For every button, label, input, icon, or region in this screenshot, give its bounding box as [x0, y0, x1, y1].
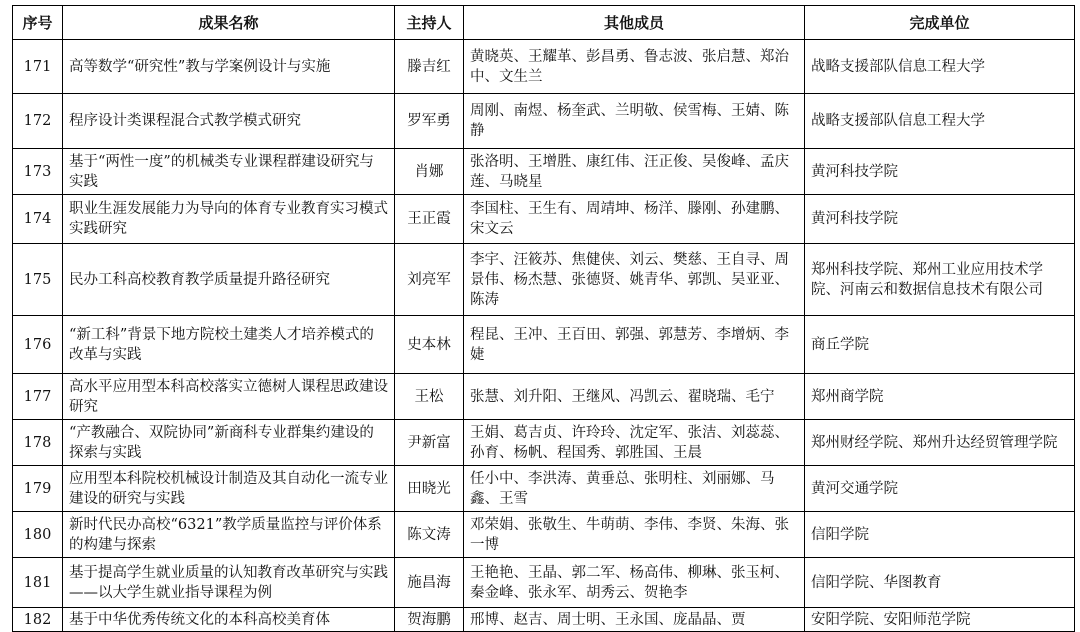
- cell-index: 172: [13, 94, 63, 149]
- cell-unit: 安阳学院、安阳师范学院: [805, 608, 1075, 632]
- cell-name: 基于提高学生就业质量的认知教育改革研究与实践——以大学生就业指导课程为例: [63, 558, 395, 608]
- cell-host: 史本林: [395, 316, 464, 374]
- table-row: [13, 149, 1075, 195]
- table-row: [13, 420, 1075, 466]
- cell-host: 肖娜: [395, 149, 464, 195]
- header-name: 成果名称: [63, 6, 395, 40]
- cell-index: 178: [13, 420, 63, 466]
- cell-index: 171: [13, 40, 63, 94]
- cell-index: 177: [13, 374, 63, 420]
- table-row: [13, 374, 1075, 420]
- cell-name: 职业生涯发展能力为导向的体育专业教育实习模式实践研究: [63, 195, 395, 244]
- table-row: [13, 40, 1075, 94]
- cell-members: 邓荣娟、张敬生、牛萌萌、李伟、李贤、朱海、张一博: [464, 512, 805, 558]
- cell-unit: 黄河交通学院: [805, 466, 1075, 512]
- table-header-row: [13, 6, 1075, 40]
- cell-members: 张洛明、王增胜、康红伟、汪正俊、吴俊峰、孟庆莲、马晓星: [464, 149, 805, 195]
- cell-unit: 信阳学院: [805, 512, 1075, 558]
- table-row: [13, 94, 1075, 149]
- results-table: [12, 5, 1075, 632]
- cell-index: 180: [13, 512, 63, 558]
- cell-unit: 郑州商学院: [805, 374, 1075, 420]
- cell-host: 贺海鹏: [395, 608, 464, 632]
- cell-index: 173: [13, 149, 63, 195]
- cell-index: 175: [13, 244, 63, 316]
- cell-members: 张慧、刘升阳、王继风、冯凯云、翟晓瑞、毛宁: [464, 374, 805, 420]
- cell-members: 任小中、李洪涛、黄垂总、张明柱、刘丽娜、马鑫、王雪: [464, 466, 805, 512]
- cell-name: 基于中华优秀传统文化的本科高校美育体: [63, 608, 395, 632]
- table-row: [13, 244, 1075, 316]
- table-row: [13, 558, 1075, 608]
- cell-host: 罗军勇: [395, 94, 464, 149]
- header-index: 序号: [13, 6, 63, 40]
- cell-index: 176: [13, 316, 63, 374]
- cell-name: 新时代民办高校“6321”教学质量监控与评价体系的构建与探索: [63, 512, 395, 558]
- cell-members: 王艳艳、王晶、郭二军、杨高伟、柳琳、张玉柯、秦金峰、张永军、胡秀云、贺艳李: [464, 558, 805, 608]
- cell-name: “新工科”背景下地方院校土建类人才培养模式的改革与实践: [63, 316, 395, 374]
- cell-host: 滕吉红: [395, 40, 464, 94]
- cell-index: 179: [13, 466, 63, 512]
- cell-host: 施昌海: [395, 558, 464, 608]
- table-row: [13, 195, 1075, 244]
- table-row: [13, 466, 1075, 512]
- cell-members: 黄晓英、王耀革、彭昌勇、鲁志波、张启慧、郑治中、文生兰: [464, 40, 805, 94]
- cell-host: 尹新富: [395, 420, 464, 466]
- cell-host: 田晓光: [395, 466, 464, 512]
- cell-name: 基于“两性一度”的机械类专业课程群建设研究与实践: [63, 149, 395, 195]
- cell-members: 程昆、王冲、王百田、郭强、郭慧芳、李增炳、李婕: [464, 316, 805, 374]
- header-host: 主持人: [395, 6, 464, 40]
- cell-members: 邢博、赵吉、周士明、王永国、庞晶晶、贾: [464, 608, 805, 632]
- cell-name: 高水平应用型本科高校落实立德树人课程思政建设研究: [63, 374, 395, 420]
- cell-host: 王正霞: [395, 195, 464, 244]
- cell-name: 应用型本科院校机械设计制造及其自动化一流专业建设的研究与实践: [63, 466, 395, 512]
- cell-unit: 黄河科技学院: [805, 195, 1075, 244]
- cell-name: 高等数学“研究性”教与学案例设计与实施: [63, 40, 395, 94]
- cell-index: 181: [13, 558, 63, 608]
- cell-host: 陈文涛: [395, 512, 464, 558]
- cell-name: “产教融合、双院协同”新商科专业群集约建设的探索与实践: [63, 420, 395, 466]
- cell-unit: 战略支援部队信息工程大学: [805, 40, 1075, 94]
- cell-name: 程序设计类课程混合式教学模式研究: [63, 94, 395, 149]
- cell-unit: 郑州科技学院、郑州工业应用技术学院、河南云和数据信息技术有限公司: [805, 244, 1075, 316]
- table-row: [13, 512, 1075, 558]
- cell-members: 李宇、汪筱苏、焦健侠、刘云、樊慈、王自寻、周景伟、杨杰慧、张德贤、姚青华、郭凯、吴亚亚、陈涛: [464, 244, 805, 316]
- header-members: 其他成员: [464, 6, 805, 40]
- cell-members: 周刚、南煜、杨奎武、兰明敬、侯雪梅、王婧、陈静: [464, 94, 805, 149]
- cell-index: 174: [13, 195, 63, 244]
- cell-members: 王娟、葛吉贞、许玲玲、沈定军、张洁、刘蕊蕊、孙育、杨帆、程国秀、郭胜国、王晨: [464, 420, 805, 466]
- cell-index: 182: [13, 608, 63, 632]
- table-body: [13, 40, 1075, 632]
- cell-unit: 战略支援部队信息工程大学: [805, 94, 1075, 149]
- results-table-container: [12, 5, 1075, 632]
- cell-unit: 信阳学院、华图教育: [805, 558, 1075, 608]
- cell-host: 王松: [395, 374, 464, 420]
- cell-unit: 黄河科技学院: [805, 149, 1075, 195]
- cell-unit: 郑州财经学院、郑州升达经贸管理学院: [805, 420, 1075, 466]
- cell-unit: 商丘学院: [805, 316, 1075, 374]
- cell-name: 民办工科高校教育教学质量提升路径研究: [63, 244, 395, 316]
- cell-members: 李国柱、王生有、周靖坤、杨洋、滕刚、孙建鹏、宋文云: [464, 195, 805, 244]
- cell-host: 刘亮军: [395, 244, 464, 316]
- table-row: [13, 316, 1075, 374]
- header-unit: 完成单位: [805, 6, 1075, 40]
- table-row: [13, 608, 1075, 632]
